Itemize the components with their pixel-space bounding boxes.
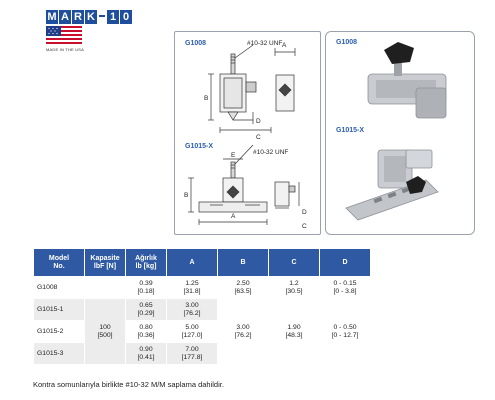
logo-letter-1: 1 <box>107 10 119 24</box>
logo-letter-k: K <box>85 10 97 24</box>
cell-weight: 0.39 [0.18] <box>126 277 166 298</box>
g1015-dim-b: B <box>184 192 189 199</box>
cell-a: 7.00 [177.8] <box>167 343 217 364</box>
cell-capacity <box>85 277 125 298</box>
cell-d: 0 - 0.15 [0 - 3.8] <box>320 277 370 298</box>
footnote: Kontra somunlarıyla birlikte #10-32 M/M saplama dahildir. <box>33 380 224 389</box>
cell-b-merged: 3.00 [76.2] <box>218 299 268 364</box>
cell-d-merged: 0 - 0.50 [0 - 12.7] <box>320 299 370 364</box>
g1015-dim-a: A <box>231 213 236 220</box>
col-header-d: D <box>320 249 370 276</box>
col-header-a: A <box>167 249 217 276</box>
mark-10-logo <box>46 7 166 23</box>
col-header-model: Model No. <box>34 249 84 276</box>
g1008-dim-a: A <box>282 42 287 49</box>
logo-letter-0: 0 <box>120 10 132 24</box>
cell-a: 5.00 [127.0] <box>167 321 217 342</box>
product-photo-panel <box>325 31 475 235</box>
g1008-dim-b: B <box>204 95 209 102</box>
cell-c: 1.2 [30.5] <box>269 277 319 298</box>
table-header-row <box>34 249 370 276</box>
cell-model: G1015-1 <box>34 299 84 320</box>
cell-model: G1015-2 <box>34 321 84 342</box>
table-row <box>34 277 370 298</box>
cell-b: 2.50 [63.5] <box>218 277 268 298</box>
cell-model: G1015-3 <box>34 343 84 364</box>
table-row <box>34 299 370 320</box>
g1015-thread-label: #10-32 UNF <box>253 149 289 156</box>
logo-letter-a: A <box>59 10 71 24</box>
technical-drawing-panel <box>174 31 321 235</box>
cell-weight: 0.80 [0.36] <box>126 321 166 342</box>
cell-model: G1008 <box>34 277 84 298</box>
g1015-drawing-title: G1015-X <box>185 143 214 150</box>
cell-c-merged: 1.90 [48.3] <box>269 299 319 364</box>
cell-a: 3.00 [76.2] <box>167 299 217 320</box>
cell-capacity-merged: 100 [500] <box>85 299 125 364</box>
logo-letter-m: M <box>47 11 57 23</box>
logo-letter-r: R <box>72 10 84 24</box>
col-header-capacity: Kapasite lbF [N] <box>85 249 125 276</box>
g1008-photo <box>368 42 446 118</box>
g1008-photo-label: G1008 <box>336 39 358 46</box>
cell-weight: 0.90 [0.41] <box>126 343 166 364</box>
cell-a: 1.25 [31.8] <box>167 277 217 298</box>
cell-weight: 0.65 [0.29] <box>126 299 166 320</box>
g1008-drawing <box>208 45 295 133</box>
col-header-weight: Ağırlık lb [kg] <box>126 249 166 276</box>
g1015-dim-d: D <box>302 209 307 216</box>
col-header-b: B <box>218 249 268 276</box>
usa-flag-icon <box>46 26 82 46</box>
g1015-photo <box>346 150 438 220</box>
g1008-drawing-title: G1008 <box>185 40 207 47</box>
g1015-drawing <box>188 145 299 225</box>
g1008-thread-label: #10-32 UNF <box>247 40 283 47</box>
specifications-table <box>33 248 371 365</box>
g1008-dim-d: D <box>256 118 261 125</box>
made-in-usa-caption: MADE IN THE USA <box>46 47 85 52</box>
technical-drawings <box>175 32 320 234</box>
logo-dash <box>99 15 105 17</box>
g1008-dim-c: C <box>256 134 261 141</box>
col-header-c: C <box>269 249 319 276</box>
g1015-dim-e: E <box>231 152 236 159</box>
g1015-photo-label: G1015-X <box>336 127 365 134</box>
g1015-dim-c: C <box>302 223 307 230</box>
product-photos <box>326 32 474 234</box>
